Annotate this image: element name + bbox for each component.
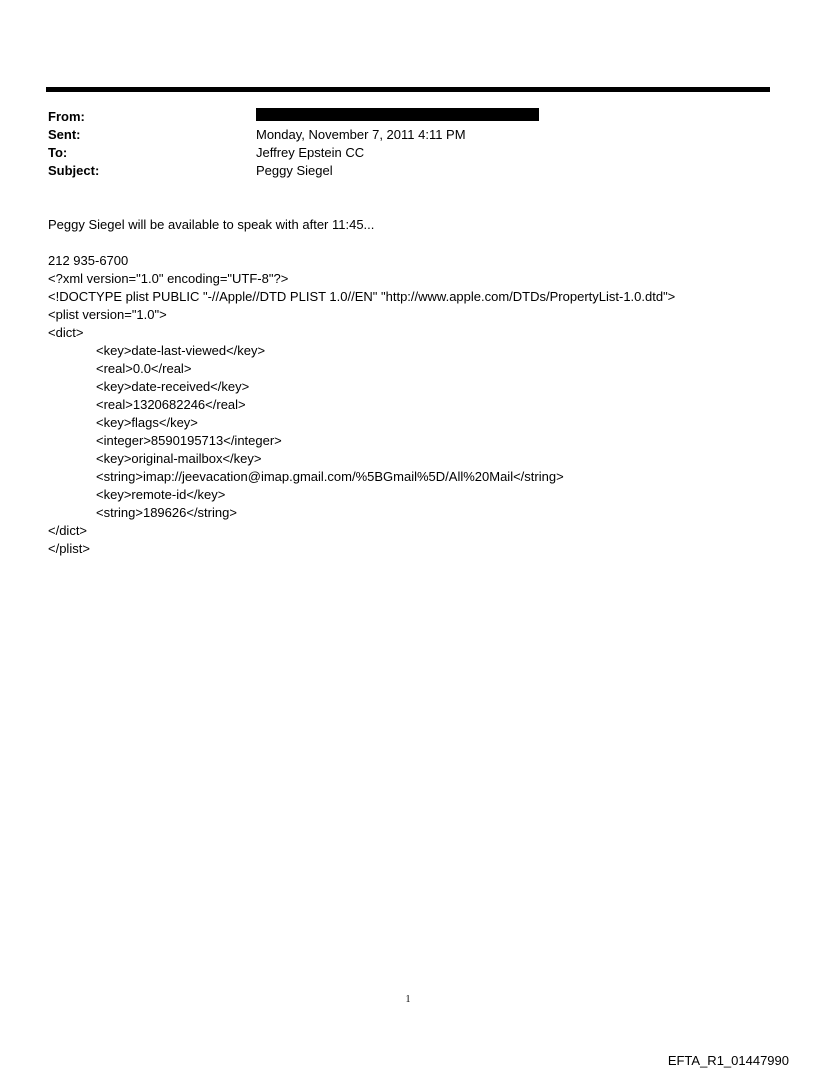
xml-line: <real>1320682246</real>	[96, 397, 246, 412]
subject-value: Peggy Siegel	[256, 163, 333, 178]
from-row	[48, 108, 748, 126]
xml-line: <string>189626</string>	[96, 505, 237, 520]
xml-line: <string>imap://jeevacation@imap.gmail.com/%5BGmail%5D/All%20Mail</string>	[96, 469, 564, 484]
sent-label: Sent:	[48, 127, 81, 142]
sent-value: Monday, November 7, 2011 4:11 PM	[256, 127, 466, 142]
to-label: To:	[48, 145, 68, 160]
xml-line: </plist>	[48, 541, 90, 556]
xml-line: <key>date-last-viewed</key>	[96, 343, 266, 358]
paragraph-gap	[48, 234, 768, 252]
xml-line: <!DOCTYPE plist PUBLIC "-//Apple//DTD PLIST 1.0//EN" "http://www.apple.com/DTDs/PropertyList-1.0.dtd">	[48, 289, 676, 304]
xml-line: <plist version="1.0">	[48, 307, 167, 322]
xml-line: <real>0.0</real>	[96, 361, 192, 376]
xml-line: <key>remote-id</key>	[96, 487, 226, 502]
xml-line: <dict>	[48, 325, 84, 340]
email-header	[48, 108, 748, 180]
xml-line: <integer>8590195713</integer>	[96, 433, 282, 448]
subject-row	[48, 162, 748, 180]
xml-line: <key>original-mailbox</key>	[96, 451, 262, 466]
email-body	[48, 216, 768, 558]
xml-line: <key>date-received</key>	[96, 379, 250, 394]
xml-line: </dict>	[48, 523, 88, 538]
subject-label: Subject:	[48, 163, 100, 178]
page-number: 1	[405, 994, 411, 1005]
header-rule	[46, 87, 770, 92]
xml-line: <?xml version="1.0" encoding="UTF-8"?>	[48, 271, 289, 286]
sent-row	[48, 126, 748, 144]
to-row	[48, 144, 748, 162]
bates-number: EFTA_R1_01447990	[667, 1053, 789, 1068]
intro-line: Peggy Siegel will be available to speak with after 11:45...	[48, 217, 375, 232]
redaction-bar	[256, 108, 539, 121]
phone-line: 212 935-6700	[48, 253, 129, 268]
to-value: Jeffrey Epstein CC	[256, 145, 365, 160]
xml-line: <key>flags</key>	[96, 415, 198, 430]
from-label: From:	[48, 109, 85, 124]
